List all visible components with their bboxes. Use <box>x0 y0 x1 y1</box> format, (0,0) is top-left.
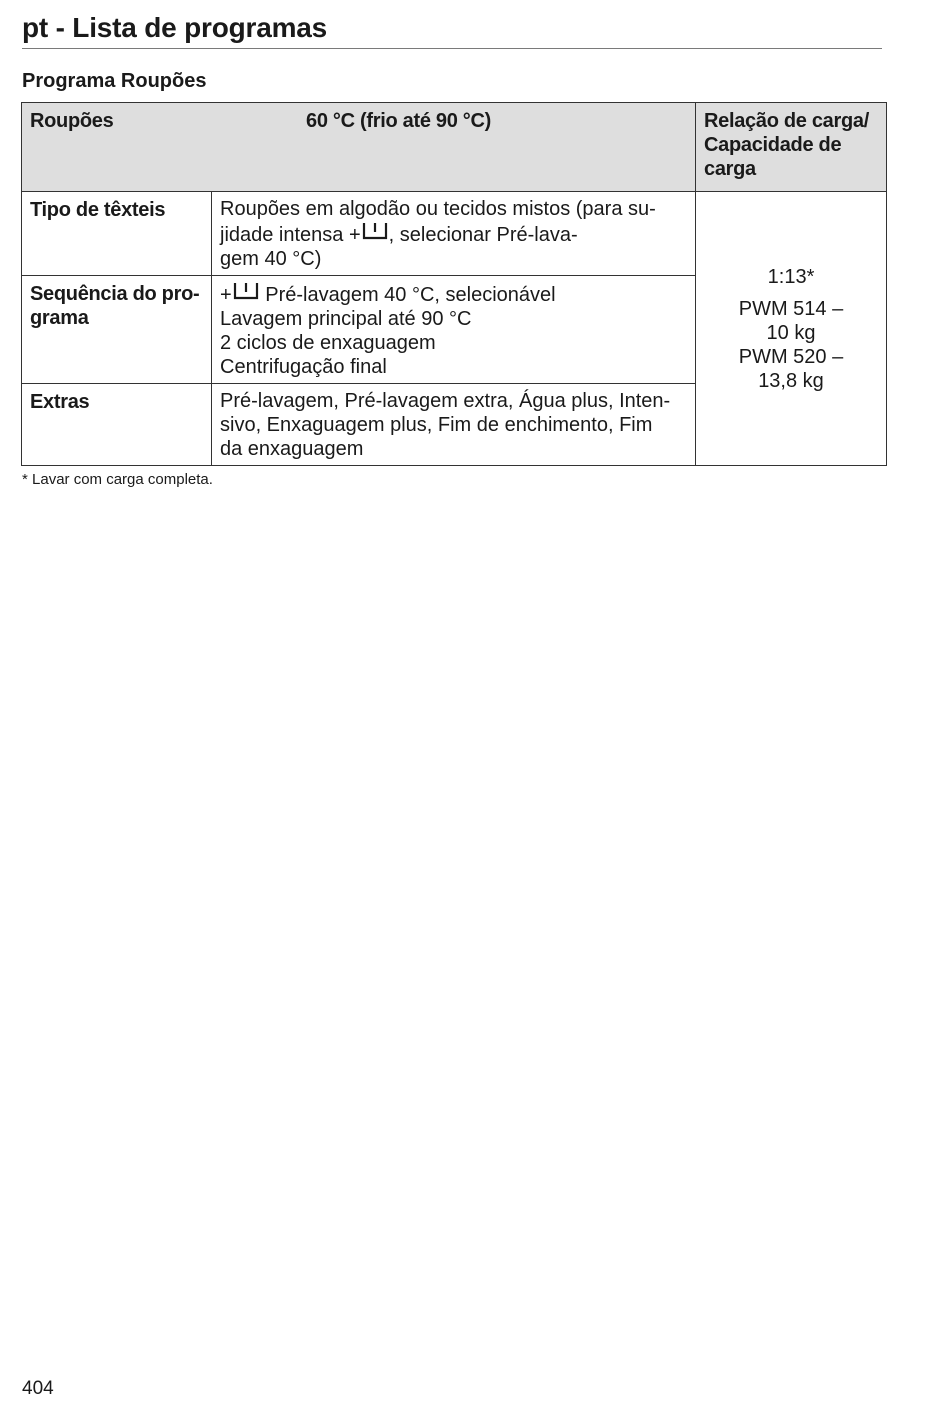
load-header-cell <box>696 103 887 192</box>
table-row <box>22 192 887 276</box>
row-label-program-sequence <box>22 276 212 384</box>
program-header-cell <box>22 103 696 192</box>
text-line: Roupões em algodão ou tecidos mistos (para su- <box>220 198 656 220</box>
text-line <box>220 281 687 307</box>
page-number: 404 <box>22 1378 54 1399</box>
load-header-line: carga <box>704 158 756 180</box>
label-line: Sequência do pro- <box>30 283 200 305</box>
section-title: Programa Roupões <box>22 70 207 92</box>
footnote: * Lavar com carga completa. <box>22 471 213 488</box>
text-line: sivo, Enxaguagem plus, Fim de enchimento, Fim <box>220 414 653 436</box>
text-fragment: jidade intensa + <box>220 224 361 246</box>
row-value-program-sequence <box>212 276 696 384</box>
page-title: pt - Lista de programas <box>22 12 328 43</box>
text-fragment: + <box>220 284 232 306</box>
program-name: Roupões <box>30 110 114 132</box>
text-line: Centrifugação final <box>220 356 387 378</box>
load-header-line: Capacidade de <box>704 134 842 156</box>
table-header-row <box>22 103 887 192</box>
program-table <box>21 102 887 466</box>
label-line: grama <box>30 307 89 329</box>
row-label-extras: Extras <box>22 384 212 466</box>
text-line <box>220 221 687 247</box>
page-header <box>22 10 882 49</box>
text-fragment: , selecionar Pré-lava- <box>388 224 578 246</box>
text-line: gem 40 °C) <box>220 248 322 270</box>
load-model-line: PWM 520 – <box>738 345 844 368</box>
load-model-line: 13,8 kg <box>758 369 824 392</box>
load-model-line: 10 kg <box>766 321 816 344</box>
text-line: 2 ciclos de enxaguagem <box>220 332 436 354</box>
load-capacity-cell <box>696 192 887 466</box>
text-line: Pré-lavagem, Pré-lavagem extra, Água plus, Inten- <box>220 390 671 412</box>
row-value-extras <box>212 384 696 466</box>
text-fragment: Pré-lavagem 40 °C, selecionável <box>259 284 556 306</box>
prewash-tub-icon <box>361 221 389 247</box>
text-line: da enxaguagem <box>220 438 364 460</box>
load-model-line: PWM 514 – <box>738 297 844 320</box>
row-label-textile-type: Tipo de têxteis <box>22 192 212 276</box>
row-value-textile-type <box>212 192 696 276</box>
load-ratio: 1:13* <box>767 265 815 288</box>
program-temperature: 60 °C (frio até 90 °C) <box>306 110 492 132</box>
text-line: Lavagem principal até 90 °C <box>220 308 472 330</box>
prewash-tub-icon <box>232 281 260 307</box>
load-header-line: Relação de carga/ <box>704 110 869 132</box>
